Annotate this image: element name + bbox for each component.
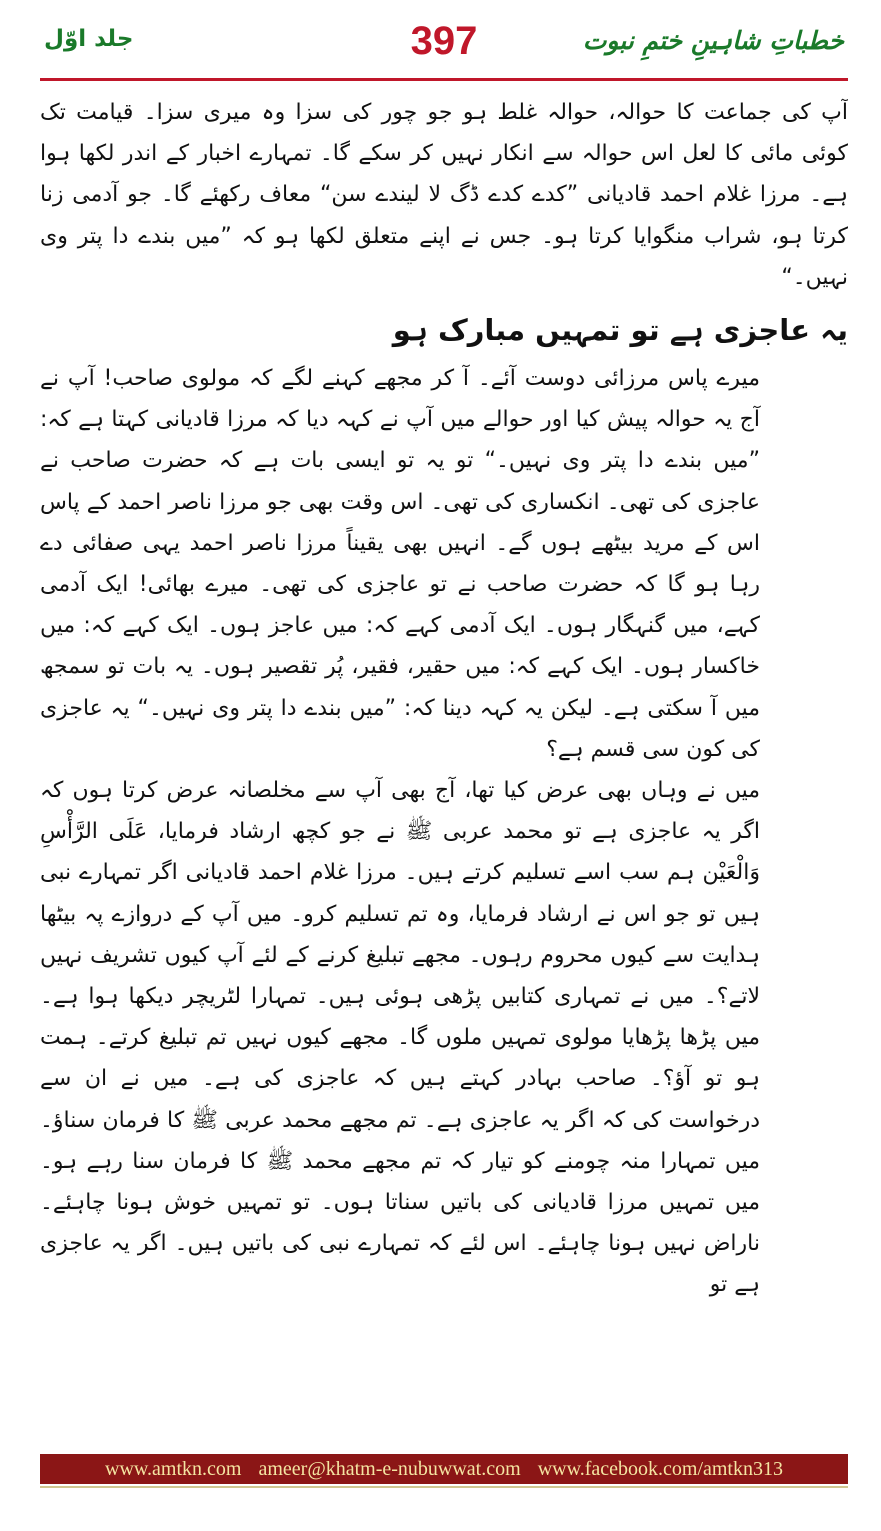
- footer-website: www.amtkn.com: [105, 1458, 242, 1480]
- volume-label: جلد اوّل: [44, 26, 134, 52]
- paragraph-3: میں نے وہاں بھی عرض کیا تھا، آج بھی آپ سے مخلصانہ عرض کرتا ہوں کہ اگر یہ عاجزی ہے تو محمد عربی ﷺ نے جو کچھ ارشاد فرمایا، عَلَی الرَّأْسِ وَالْعَیْن ہم سب اسے تسلیم کرتے ہیں۔ مرزا غلام احمد قادیانی اگر تمہارے نبی ہیں تو جو اس نے ارشاد فرمایا، وہ تم تسلیم کرو۔ میں آپ کے دروازے پہ بیٹھا ہدایت سے کیوں محروم رہوں۔ مجھے تبلیغ کرنے کے لئے آپ کیوں تشریف نہیں لاتے؟۔ میں نے تمہاری کتابیں پڑھی ہوئی ہیں۔ تمہارا لٹریچر دیکھا ہوا ہے۔ میں پڑھا پڑھایا مولوی تمہیں ملوں گا۔ مجھے کیوں نہیں تم تبلیغ کرتے۔ ہمت ہو تو آؤ؟۔ صاحب بہادر کہتے ہیں کہ عاجزی کی ہے۔ میں نے ان سے درخواست کی کہ اگر یہ عاجزی ہے۔ تم مجھے محمد عربی ﷺ کا فرمان سناؤ۔ میں تمہارا منہ چومنے کو تیار کہ تم مجھے محمد ﷺ کا فرمان سنا رہے ہو۔ میں تمہیں مرزا قادیانی کی باتیں سناتا ہوں۔ تو تمہیں خوش ہونا چاہئے۔ ناراض نہیں ہونا چاہئے۔ اس لئے کہ تمہارے نبی کی باتیں ہیں۔ اگر یہ عاجزی ہے تو: [40, 778, 760, 1298]
- page-number: 397: [410, 19, 478, 63]
- page-header: [40, 18, 848, 66]
- section-heading: یہ عاجزی ہے تو تمہیں مبارک ہو: [392, 313, 848, 348]
- paragraph-1: آپ کی جماعت کا حوالہ، حوالہ غلط ہو جو چور کی سزا وہ میری سزا۔ قیامت تک کوئی مائی کا لعل اس حوالہ سے انکار نہیں کر سکے گا۔ تمہارے اخبار کے اندر لکھا ہوا ہے۔ مرزا غلام احمد قادیانی ”کدے کدے ڈگ لا لیندے سن“ معاف رکھئے گا۔ جو آدمی زنا کرتا ہو، شراب منگوایا کرتا ہو۔ جس نے اپنے متعلق لکھا ہو کہ ”میں بندے دا پتر وی نہیں۔“: [40, 100, 848, 290]
- header-rule: [40, 78, 848, 81]
- page-body: [40, 92, 848, 1444]
- footer-email: ameer@khatm-e-nubuwwat.com: [258, 1458, 521, 1480]
- footer-rule: [40, 1486, 848, 1488]
- page-footer: [40, 1454, 848, 1484]
- footer-facebook: www.facebook.com/amtkn313: [537, 1458, 783, 1480]
- paragraph-2: میرے پاس مرزائی دوست آئے۔ آ کر مجھے کہنے لگے کہ مولوی صاحب! آپ نے آج یہ حوالہ پیش کیا اور حوالے میں آپ نے کہہ دیا کہ مرزا قادیانی کہتا ہے کہ: ”میں بندے دا پتر وی نہیں۔“ تو یہ تو ایسی بات ہے کہ حضرت صاحب نے عاجزی کی تھی۔ انکساری کی تھی۔ اس وقت بھی جو مرزا ناصر احمد کے پاس اس کے مرید بیٹھے ہوں گے۔ انہیں بھی یقیناً مرزا ناصر احمد یہی صفائی دے رہا ہو گا کہ حضرت صاحب نے تو عاجزی کی تھی۔ میرے بھائی! ایک آدمی کہے، میں گنہگار ہوں۔ ایک آدمی کہے کہ: میں عاجز ہوں۔ ایک کہے کہ: میں خاکسار ہوں۔ ایک کہے کہ: میں حقیر، فقیر، پُر تقصیر ہوں۔ یہ بات تو سمجھ میں آ سکتی ہے۔ لیکن یہ کہہ دینا کہ: ”میں بندے دا پتر وی نہیں۔“ یہ عاجزی کی کون سی قسم ہے؟: [40, 366, 760, 762]
- book-title: خطباتِ شاہینِ ختمِ نبوت: [582, 26, 844, 55]
